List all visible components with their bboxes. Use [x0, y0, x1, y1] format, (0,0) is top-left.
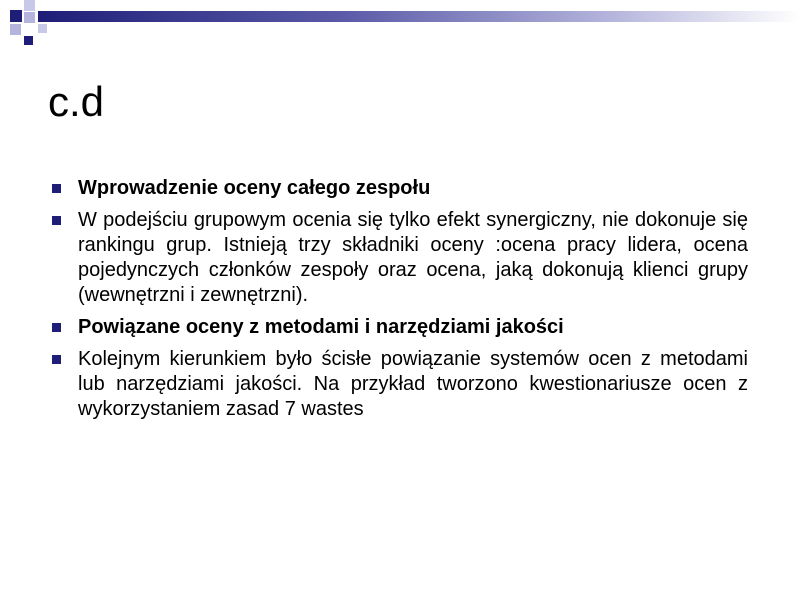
square-bullet-icon [52, 323, 61, 332]
bullet-text: W podejściu grupowym ocenia się tylko efekt synergiczny, nie dokonuje się rankingu grup. Istnieją trzy składniki oceny :ocena pracy lidera, ocena pojedynczych członków zespoły oraz ocena, jaką dokonują klienci grupy (wewnętrzni i zewnętrzni). [78, 209, 748, 306]
bullet-list [48, 176, 748, 429]
decor-square [24, 0, 35, 11]
decor-square [38, 24, 47, 33]
square-bullet-icon [52, 216, 61, 225]
bullet-text: Powiązane oceny z metodami i narzędziami jakości [78, 316, 564, 338]
decor-square [10, 10, 22, 22]
decor-band [38, 11, 800, 22]
square-bullet-icon [52, 184, 61, 193]
bullet-item [48, 315, 748, 340]
square-bullet-icon [52, 355, 61, 364]
bullet-text: Wprowadzenie oceny całego zespołu [78, 177, 431, 199]
bullet-item [48, 208, 748, 308]
decor-square [24, 36, 33, 45]
decor-square [24, 12, 35, 23]
decor-square [10, 24, 21, 35]
slide-title: c.d [48, 78, 105, 125]
header-decoration [0, 0, 800, 50]
bullet-item [48, 176, 748, 201]
bullet-text: Kolejnym kierunkiem było ścisłe powiązanie systemów ocen z metodami lub narzędziami jakości. Na przykład tworzono kwestionariusze ocen z wykorzystaniem zasad 7 wastes [78, 348, 748, 420]
bullet-item [48, 347, 748, 422]
